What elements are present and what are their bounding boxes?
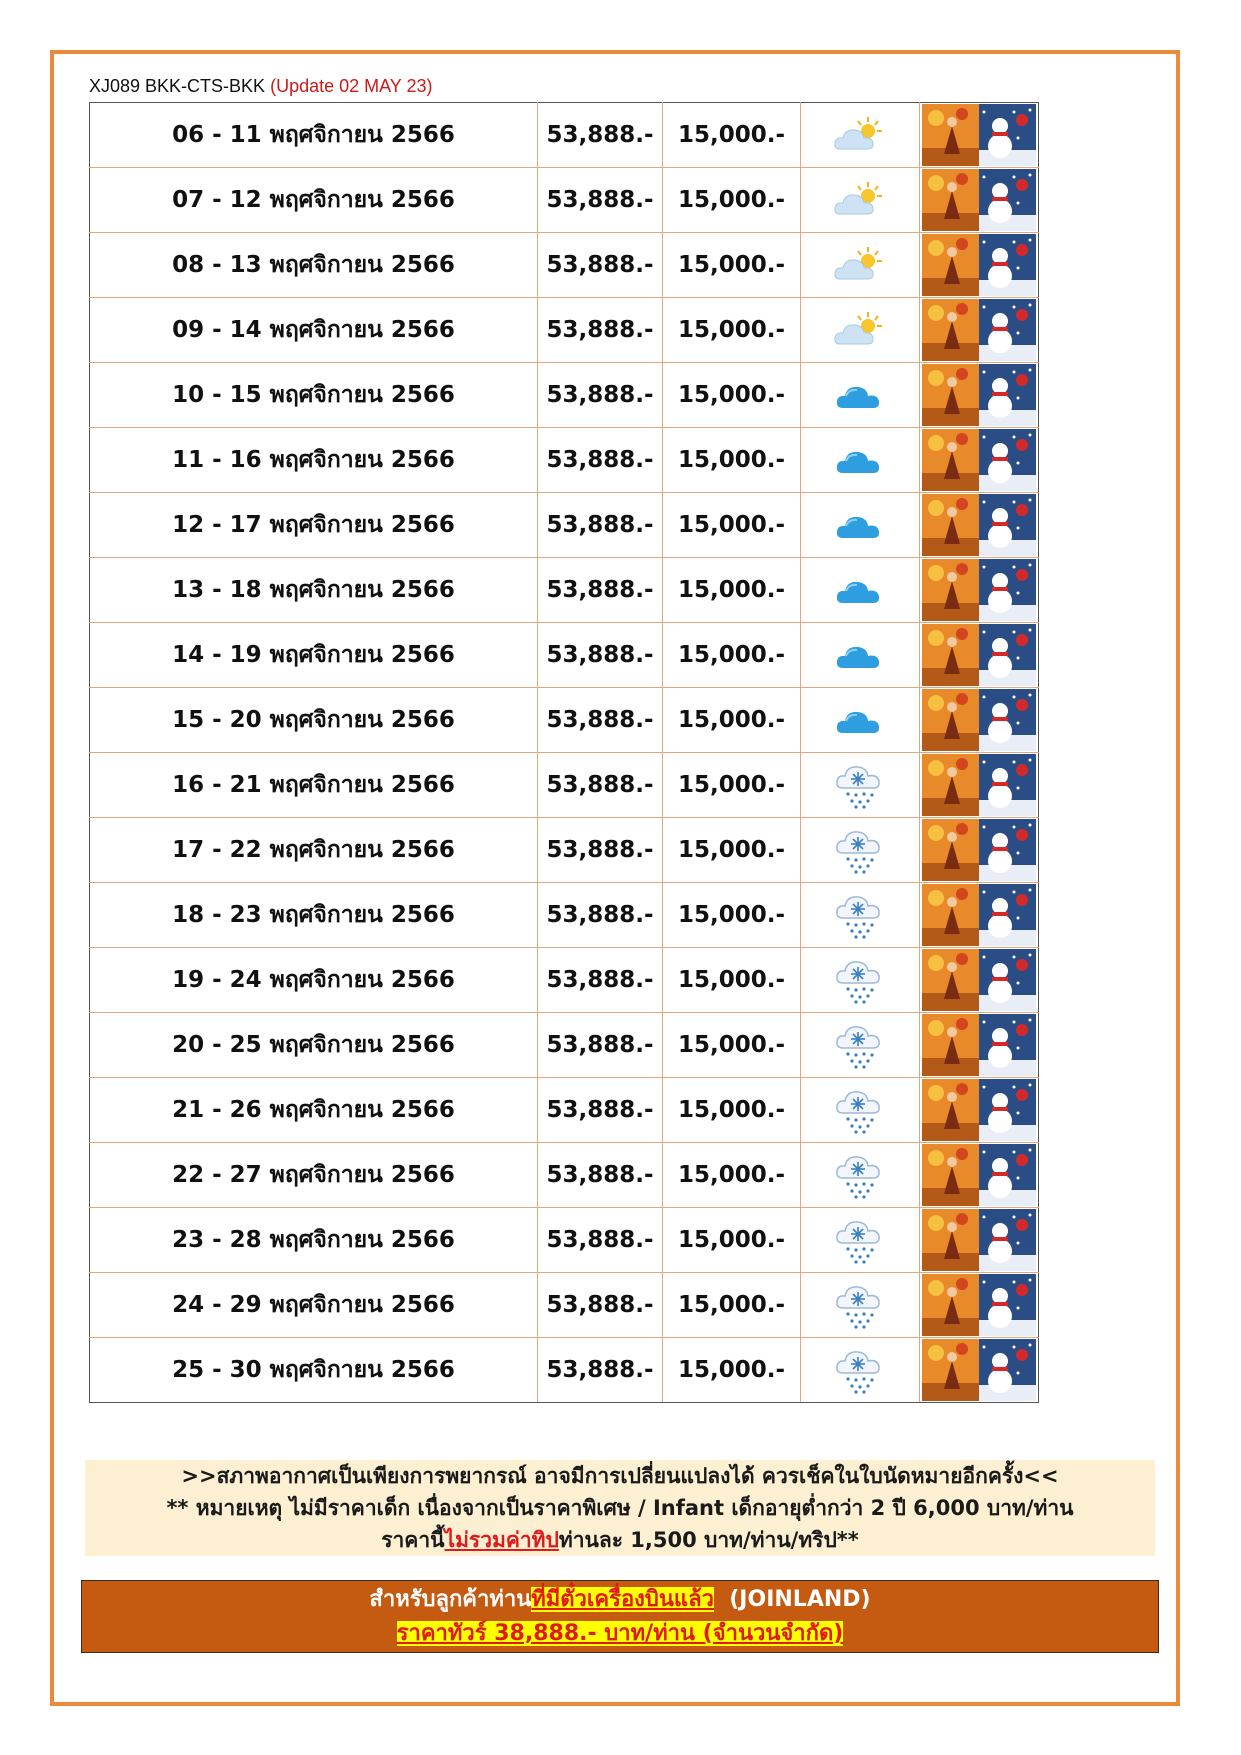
- weather-cell: [801, 1273, 920, 1338]
- price-cell: 53,888.-: [538, 233, 663, 298]
- table-row: [90, 493, 1155, 558]
- date-range-cell: 07 - 12 พฤศจิกายน 2566: [90, 168, 538, 233]
- date-range-cell: 09 - 14 พฤศจิกายน 2566: [90, 298, 538, 363]
- season-image: [920, 169, 1038, 231]
- weather-cell: [801, 1078, 920, 1143]
- tip-not-included: ไม่รวมค่าทิป: [444, 1528, 559, 1552]
- table-row: [90, 818, 1155, 883]
- table-row: [90, 883, 1155, 948]
- table-row: [90, 298, 1155, 363]
- single-supplement-cell: 15,000.-: [663, 623, 801, 688]
- table-row: [90, 1208, 1155, 1273]
- weather-cell: [801, 688, 920, 753]
- table-row: [90, 428, 1155, 493]
- season-image: [920, 754, 1038, 816]
- cloud-icon: [801, 508, 919, 542]
- snow-icon: [801, 1345, 919, 1395]
- price-cell: 53,888.-: [538, 493, 663, 558]
- price-cell: 53,888.-: [538, 363, 663, 428]
- weather-cell: [801, 103, 920, 168]
- price-cell: 53,888.-: [538, 558, 663, 623]
- date-range-cell: 24 - 29 พฤศจิกายน 2566: [90, 1273, 538, 1338]
- season-thumbnail-cell: [920, 168, 1039, 233]
- partly-cloudy-icon: [801, 245, 919, 285]
- promo-price: ราคาทัวร์ 38,888.- บาท/ท่าน (จำนวนจำกัด): [396, 1621, 844, 1646]
- table-row: [90, 363, 1155, 428]
- price-cell: 53,888.-: [538, 103, 663, 168]
- single-supplement-cell: 15,000.-: [663, 883, 801, 948]
- tour-code-line: [89, 76, 433, 97]
- single-supplement-cell: 15,000.-: [663, 363, 801, 428]
- price-cell: 53,888.-: [538, 883, 663, 948]
- season-thumbnail-cell: [920, 753, 1039, 818]
- season-thumbnail-cell: [920, 298, 1039, 363]
- season-thumbnail-cell: [920, 428, 1039, 493]
- price-cell: 53,888.-: [538, 623, 663, 688]
- cloud-icon: [801, 638, 919, 672]
- weather-cell: [801, 818, 920, 883]
- date-range-cell: 17 - 22 พฤศจิกายน 2566: [90, 818, 538, 883]
- cloud-icon: [801, 703, 919, 737]
- snow-icon: [801, 1020, 919, 1070]
- snow-icon: [801, 890, 919, 940]
- price-cell: 53,888.-: [538, 1078, 663, 1143]
- single-supplement-cell: 15,000.-: [663, 103, 801, 168]
- date-range-cell: 08 - 13 พฤศจิกายน 2566: [90, 233, 538, 298]
- snow-icon: [801, 1150, 919, 1200]
- price-cell: 53,888.-: [538, 948, 663, 1013]
- promo-line2: [82, 1617, 1158, 1651]
- update-label: (Update 02 MAY 23): [270, 76, 433, 96]
- season-thumbnail-cell: [920, 493, 1039, 558]
- price-cell: 53,888.-: [538, 298, 663, 363]
- season-thumbnail-cell: [920, 818, 1039, 883]
- price-cell: 53,888.-: [538, 688, 663, 753]
- cloud-icon: [801, 573, 919, 607]
- single-supplement-cell: 15,000.-: [663, 818, 801, 883]
- table-row: [90, 1078, 1155, 1143]
- weather-cell: [801, 1013, 920, 1078]
- weather-cell: [801, 168, 920, 233]
- date-range-cell: 13 - 18 พฤศจิกายน 2566: [90, 558, 538, 623]
- season-thumbnail-cell: [920, 1338, 1039, 1403]
- table-row: [90, 168, 1155, 233]
- season-image: [920, 494, 1038, 556]
- weather-cell: [801, 1143, 920, 1208]
- season-thumbnail-cell: [920, 363, 1039, 428]
- weather-cell: [801, 493, 920, 558]
- date-range-cell: 16 - 21 พฤศจิกายน 2566: [90, 753, 538, 818]
- date-range-cell: 22 - 27 พฤศจิกายน 2566: [90, 1143, 538, 1208]
- schedule-table: [89, 102, 1155, 1403]
- single-supplement-cell: 15,000.-: [663, 1338, 801, 1403]
- weather-cell: [801, 428, 920, 493]
- table-row: [90, 558, 1155, 623]
- season-image: [920, 1079, 1038, 1141]
- date-range-cell: 11 - 16 พฤศจิกายน 2566: [90, 428, 538, 493]
- single-supplement-cell: 15,000.-: [663, 1208, 801, 1273]
- weather-cell: [801, 233, 920, 298]
- price-cell: 53,888.-: [538, 168, 663, 233]
- season-image: [920, 1339, 1038, 1401]
- season-image: [920, 1274, 1038, 1336]
- snow-icon: [801, 825, 919, 875]
- season-image: [920, 234, 1038, 296]
- child-price-note: ** หมายเหตุ ไม่มีราคาเด็ก เนื่องจากเป็นราคาพิเศษ / Infant เด็กอายุต่ำกว่า 2 ปี 6,000 บาท/ท่าน: [166, 1496, 1074, 1520]
- season-thumbnail-cell: [920, 948, 1039, 1013]
- weather-cell: [801, 1338, 920, 1403]
- price-cell: 53,888.-: [538, 1273, 663, 1338]
- price-cell: 53,888.-: [538, 1143, 663, 1208]
- price-cell: 53,888.-: [538, 1338, 663, 1403]
- weather-cell: [801, 363, 920, 428]
- season-thumbnail-cell: [920, 883, 1039, 948]
- partly-cloudy-icon: [801, 180, 919, 220]
- season-thumbnail-cell: [920, 1078, 1039, 1143]
- single-supplement-cell: 15,000.-: [663, 1013, 801, 1078]
- single-supplement-cell: 15,000.-: [663, 298, 801, 363]
- price-cell: 53,888.-: [538, 428, 663, 493]
- weather-cell: [801, 1208, 920, 1273]
- single-supplement-cell: 15,000.-: [663, 233, 801, 298]
- season-thumbnail-cell: [920, 623, 1039, 688]
- snow-icon: [801, 760, 919, 810]
- table-row: [90, 103, 1155, 168]
- promo-line1: สำหรับลูกค้าท่านที่มีตั๋วเครื่องบินแล้ว (JOINLAND): [369, 1587, 871, 1612]
- single-supplement-cell: 15,000.-: [663, 948, 801, 1013]
- single-supplement-cell: 15,000.-: [663, 428, 801, 493]
- tip-note: ราคานี้ไม่รวมค่าทิปท่านละ 1,500 บาท/ท่าน/ทริป**: [381, 1528, 859, 1552]
- season-image: [920, 559, 1038, 621]
- snow-icon: [801, 955, 919, 1005]
- weather-cell: [801, 623, 920, 688]
- date-range-cell: 14 - 19 พฤศจิกายน 2566: [90, 623, 538, 688]
- single-supplement-cell: 15,000.-: [663, 753, 801, 818]
- season-image: [920, 1209, 1038, 1271]
- date-range-cell: 15 - 20 พฤศจิกายน 2566: [90, 688, 538, 753]
- partly-cloudy-icon: [801, 310, 919, 350]
- single-supplement-cell: 15,000.-: [663, 688, 801, 753]
- weather-cell: [801, 883, 920, 948]
- weather-cell: [801, 558, 920, 623]
- price-cell: 53,888.-: [538, 1013, 663, 1078]
- single-supplement-cell: 15,000.-: [663, 1078, 801, 1143]
- single-supplement-cell: 15,000.-: [663, 558, 801, 623]
- notes-box: [85, 1460, 1155, 1556]
- single-supplement-cell: 15,000.-: [663, 493, 801, 558]
- single-supplement-cell: 15,000.-: [663, 168, 801, 233]
- season-image: [920, 364, 1038, 426]
- season-image: [920, 689, 1038, 751]
- snow-icon: [801, 1085, 919, 1135]
- table-row: [90, 233, 1155, 298]
- date-range-cell: 20 - 25 พฤศจิกายน 2566: [90, 1013, 538, 1078]
- season-thumbnail-cell: [920, 233, 1039, 298]
- season-thumbnail-cell: [920, 1143, 1039, 1208]
- season-image: [920, 884, 1038, 946]
- date-range-cell: 21 - 26 พฤศจิกายน 2566: [90, 1078, 538, 1143]
- date-range-cell: 10 - 15 พฤศจิกายน 2566: [90, 363, 538, 428]
- season-image: [920, 1014, 1038, 1076]
- season-thumbnail-cell: [920, 1273, 1039, 1338]
- season-thumbnail-cell: [920, 688, 1039, 753]
- table-row: [90, 623, 1155, 688]
- table-row: [90, 948, 1155, 1013]
- cloud-icon: [801, 443, 919, 477]
- table-row: [90, 1143, 1155, 1208]
- table-row: [90, 753, 1155, 818]
- season-image: [920, 429, 1038, 491]
- season-image: [920, 624, 1038, 686]
- date-range-cell: 12 - 17 พฤศจิกายน 2566: [90, 493, 538, 558]
- table-row: [90, 688, 1155, 753]
- season-thumbnail-cell: [920, 103, 1039, 168]
- season-image: [920, 1144, 1038, 1206]
- table-row: [90, 1013, 1155, 1078]
- season-thumbnail-cell: [920, 558, 1039, 623]
- weather-cell: [801, 753, 920, 818]
- single-supplement-cell: 15,000.-: [663, 1273, 801, 1338]
- snow-icon: [801, 1215, 919, 1265]
- season-image: [920, 819, 1038, 881]
- season-image: [920, 949, 1038, 1011]
- date-range-cell: 06 - 11 พฤศจิกายน 2566: [90, 103, 538, 168]
- tour-code: XJ089 BKK-CTS-BKK: [89, 76, 266, 96]
- table-row: [90, 1338, 1155, 1403]
- date-range-cell: 18 - 23 พฤศจิกายน 2566: [90, 883, 538, 948]
- table-row: [90, 1273, 1155, 1338]
- season-image: [920, 104, 1038, 166]
- weather-cell: [801, 298, 920, 363]
- weather-note: >>สภาพอากาศเป็นเพียงการพยากรณ์ อาจมีการเปลี่ยนแปลงได้ ควรเช็คในใบนัดหมายอีกครั้ง<<: [181, 1464, 1059, 1488]
- price-cell: 53,888.-: [538, 818, 663, 883]
- date-range-cell: 19 - 24 พฤศจิกายน 2566: [90, 948, 538, 1013]
- partly-cloudy-icon: [801, 115, 919, 155]
- season-thumbnail-cell: [920, 1013, 1039, 1078]
- price-cell: 53,888.-: [538, 1208, 663, 1273]
- cloud-icon: [801, 378, 919, 412]
- price-cell: 53,888.-: [538, 753, 663, 818]
- season-image: [920, 299, 1038, 361]
- snow-icon: [801, 1280, 919, 1330]
- promo-highlight: ที่มีตั๋วเครื่องบินแล้ว: [531, 1587, 714, 1612]
- joinland-promo: [81, 1580, 1159, 1653]
- weather-cell: [801, 948, 920, 1013]
- single-supplement-cell: 15,000.-: [663, 1143, 801, 1208]
- season-thumbnail-cell: [920, 1208, 1039, 1273]
- date-range-cell: 23 - 28 พฤศจิกายน 2566: [90, 1208, 538, 1273]
- date-range-cell: 25 - 30 พฤศจิกายน 2566: [90, 1338, 538, 1403]
